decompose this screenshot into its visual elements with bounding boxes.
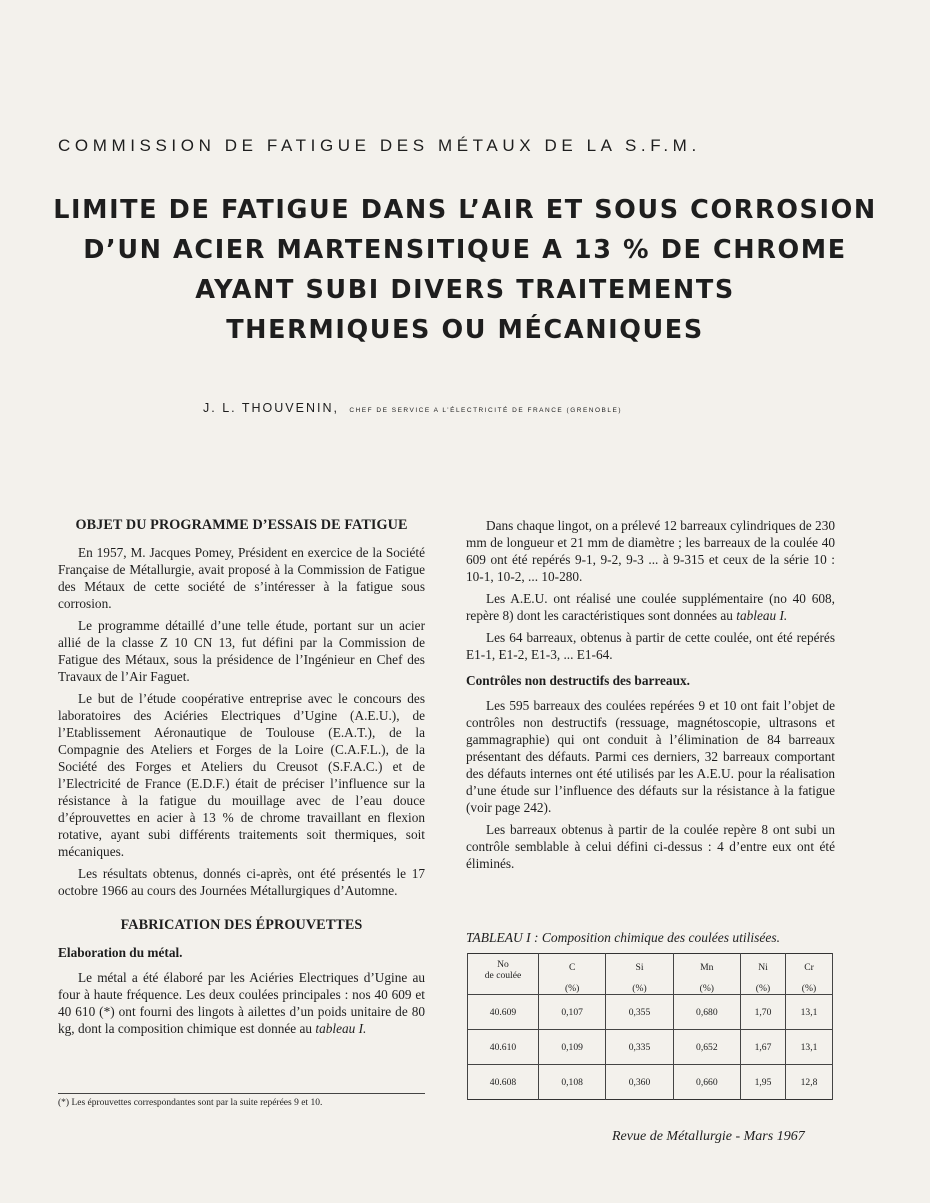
title-line: LIMITE DE FATIGUE DANS L’AIR ET SOUS CORROSION [53, 195, 877, 225]
paragraph: Le programme détaillé d’une telle étude, portant sur un acier allié de la classe Z 10 CN 13, fut défini par la Commission de Fatigue des Métaux, sous la présidence de l’Ingénieur en Chef des Travaux de l’Air Faguet. [58, 618, 425, 684]
table-cell: 13,1 [786, 995, 833, 1030]
table-cell: 40.608 [468, 1065, 539, 1100]
section-heading-objet: OBJET DU PROGRAMME D’ESSAIS DE FATIGUE [75, 517, 408, 533]
table-cell: 1,95 [741, 1065, 786, 1100]
subheading-elaboration: Elaboration du métal. [58, 945, 183, 960]
paragraph: Le métal a été élaboré par les Aciéries Electriques d’Ugine au four à haute fréquence. Les deux coulées principales : nos 40 609 et 40 610 (*) ont fourni des lingots à ailettes d’un poids unitaire de 80 kg, dont la composition chimique est donnée au tableau I. [58, 970, 425, 1036]
table-header-cell: Cr (%) [786, 954, 833, 995]
table-cell: 0,107 [539, 995, 606, 1030]
table-row [468, 995, 833, 1030]
paragraph: Les 64 barreaux, obtenus à partir de cette coulée, ont été repérés E1-1, E1-2, E1-3, ... E1-64. [466, 630, 835, 662]
table-header-cell: No de coulée [468, 954, 539, 995]
table-cell: 0,680 [673, 995, 740, 1030]
table-header-cell: Mn (%) [673, 954, 740, 995]
table-cell: 0,660 [673, 1065, 740, 1100]
table-cell: 0,652 [673, 1030, 740, 1065]
title-line: AYANT SUBI DIVERS TRAITEMENTS [195, 275, 735, 305]
table-caption: TABLEAU I : Composition chimique des coulées utilisées. [466, 930, 780, 945]
table-cell: 12,8 [786, 1065, 833, 1100]
table-header-cell: C (%) [539, 954, 606, 995]
paragraph: Le but de l’étude coopérative entreprise avec le concours des laboratoires des Aciéries Electriques d’Ugine (A.E.U.), de l’Etablissement Aéronautique de Toulouse (E.A.T.), de la Compagnie des Ateliers et Forges de la Loire (C.A.F.L.), de la Société des Forges et Ateliers du Creusot (S.F.A.C.) et de l’Electricité de France (E.D.F.) était de préciser l’influence sur la résistance à la fatigue du mouillage avec de l’eau douce d’éprouvettes en acier à 13 % de chrome travaillant en flexion rotative, ayant subi différents traitements soit thermiques, soit mécaniques. [58, 691, 425, 859]
paragraph: Les résultats obtenus, donnés ci-après, ont été présentés le 17 octobre 1966 au cours des Journées Métallurgiques d’Automne. [58, 866, 425, 898]
title-line: D’UN ACIER MARTENSITIQUE A 13 % DE CHROME [83, 235, 847, 265]
journal-header: COMMISSION DE FATIGUE DES MÉTAUX DE LA S.F.M. [58, 136, 701, 155]
paragraph: Les A.E.U. ont réalisé une coulée supplémentaire (no 40 608, repère 8) dont les caractéristiques sont données au tableau I. [466, 591, 835, 623]
table-cell: 13,1 [786, 1030, 833, 1065]
table-cell: 0,335 [606, 1030, 673, 1065]
page-footer: Revue de Métallurgie - Mars 1967 [612, 1129, 805, 1144]
paragraph: Les 595 barreaux des coulées repérées 9 et 10 ont fait l’objet de contrôles non destructifs (ressuage, magnétoscopie, ultrasons et gammagraphie) qui ont conduit à l’élimination de 84 barreaux présentant des défauts. Parmi ces derniers, 32 barreaux comportant des défauts internes ont été utilisés par les A.E.U. pour la réalisation d’une étude sur l’influence des défauts sur la résistance à la fatigue (voir page 242). [466, 698, 835, 815]
footnote: (*) Les éprouvettes correspondantes sont par la suite repérées 9 et 10. [58, 1093, 425, 1109]
table-header-cell: Ni (%) [741, 954, 786, 995]
table-header-cell: Si (%) [606, 954, 673, 995]
table-cell: 0,360 [606, 1065, 673, 1100]
table-cell: 0,108 [539, 1065, 606, 1100]
paragraph: En 1957, M. Jacques Pomey, Président en exercice de la Société Française de Métallurgie, avait proposé à la Commission de Fatigue des Métaux de cette société de s’intéresser à la fatigue sous corrosion. [58, 545, 425, 611]
table-cell: 40.609 [468, 995, 539, 1030]
paragraph: Dans chaque lingot, on a prélevé 12 barreaux cylindriques de 230 mm de longueur et 21 mm de diamètre ; les barreaux de la coulée 40 609 ont été repérés 9-1, 9-2, 9-3 ... à 9-315 et ceux de la série 10 : 10-1, 10-2, ... 10-280. [466, 518, 835, 584]
table-cell: 1,67 [741, 1030, 786, 1065]
article-title [40, 190, 890, 350]
title-line: THERMIQUES OU MÉCANIQUES [226, 315, 704, 345]
composition-table [467, 953, 833, 1100]
table-cell: 0,109 [539, 1030, 606, 1065]
paragraph: Les barreaux obtenus à partir de la coulée repère 8 ont subi un contrôle semblable à celui défini ci-dessus : 4 d’entre eux ont été éliminés. [466, 822, 835, 871]
table-cell: 1,70 [741, 995, 786, 1030]
table-row [468, 1030, 833, 1065]
left-column [58, 517, 425, 1042]
subheading-controles: Contrôles non destructifs des barreaux. [466, 673, 690, 688]
author-affiliation: CHEF DE SERVICE A L’ÉLECTRICITÉ DE FRANCE (GRENOBLE) [349, 407, 622, 414]
section-heading-fabrication: FABRICATION DES ÉPROUVETTES [120, 917, 363, 933]
author-line [203, 399, 622, 417]
table-row [468, 1065, 833, 1100]
right-column [466, 517, 835, 877]
author-name: J. L. THOUVENIN, [203, 401, 339, 415]
table-cell: 40.610 [468, 1030, 539, 1065]
table-cell: 0,355 [606, 995, 673, 1030]
